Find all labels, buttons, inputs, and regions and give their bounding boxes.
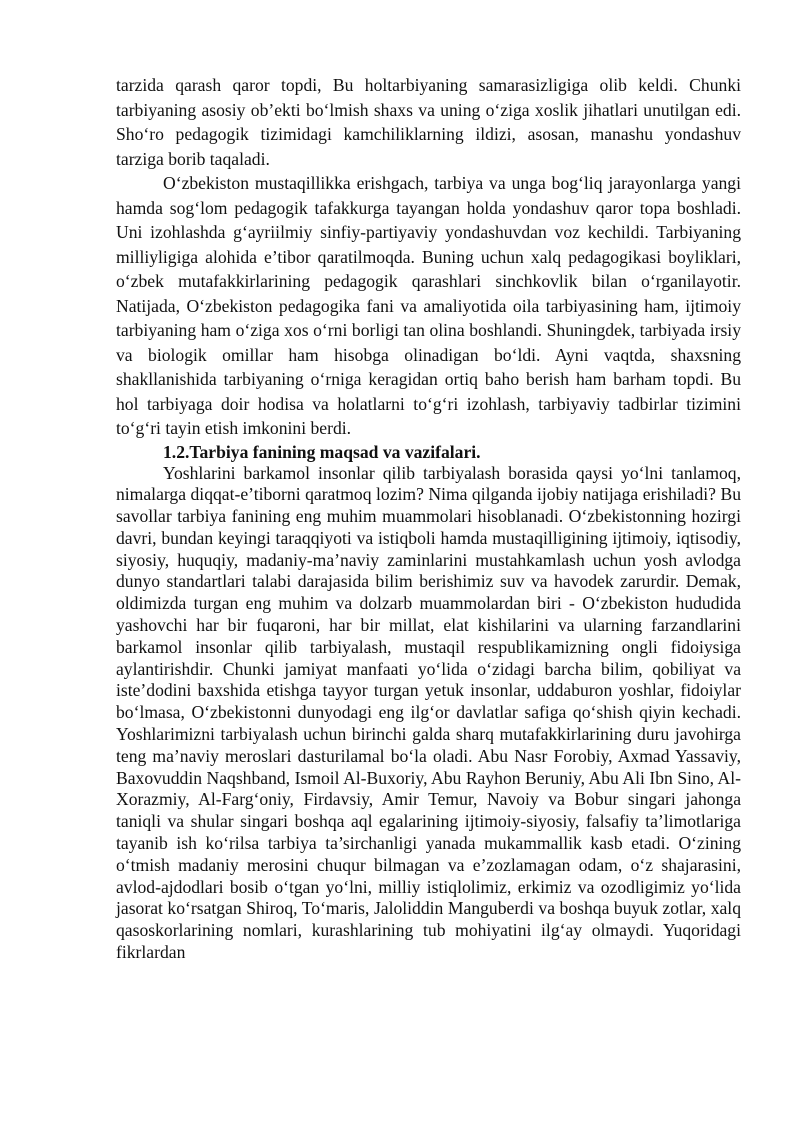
paragraph-independence: O‘zbekiston mustaqillikka erishgach, tarbiya va unga bog‘liq jarayonlarga yangi hamda sog‘lom pedagogik tafakkurga tayangan holda yondashuv qaror topa boshladi. Uni izohlashda g‘ayriilmiy sinfiy-partiyaviy yondashuvdan voz kechildi. Tarbiyaning milliyligiga alohida e’tibor qaratilmoqda. Buning uchun xalq pedagogikasi boyliklari, o‘zbek mutafakkirlarining pedagogik qarashlari sinchkovlik bilan o‘rganilayotir. Natijada, O‘zbekiston pedagogika fani va amaliyotida oila tarbiyasining ham, ijtimoiy tarbiyaning ham o‘ziga xos o‘rni borligi tan olina boshlandi. Shuningdek, tarbiyada irsiy va biologik omillar ham hisobga olinadigan bo‘ldi. Ayni vaqtda, shaxsning shakllanishida tarbiyaning o‘rniga keragidan ortiq baho berish ham barham topdi. Bu hol tarbiyaga doir hodisa va holatlarni to‘g‘ri izohlash, tarbiyaviy tadbirlar tizimini to‘g‘ri tayin etish imkonini berdi. <box>116 173 741 438</box>
section-heading: 1.2.Tarbiya fanining maqsad va vazifalari. <box>163 441 481 462</box>
paragraph-goals: Yoshlarini barkamol insonlar qilib tarbiyalash borasida qaysi yo‘lni tanlamoq, nimalarga diqqat-e’tiborni qaratmoq lozim? Nima qilganda ijobiy natijaga erishiladi? Bu savollar tarbiya fanining eng muhim muammolari hisoblanadi. O‘zbekistonning hozirgi davri, bundan keyingi taraqqiyoti va istiqboli hamda mustaqilligining ijtimoiy, iqtisodiy, siyosiy, huquqiy, madaniy-ma’naviy zaminlarini mustahkamlash uchun yosh avlodga dunyo standartlari talabi darajasida bilim berishimiz suv va havodek zarurdir. Demak, oldimizda turgan eng muhim va dolzarb muammolardan biri - O‘zbekiston hududida yashovchi har bir fuqaroni, har bir millat, elat kishilarini va ularning farzandlarini barkamol insonlar qilib tarbiyalash, mustaqil respublikamizning ongli fidoiysiga aylantirishdir. Chunki jamiyat manfaati yo‘lida o‘zidagi barcha bilim, qobiliyat va iste’dodini baxshida etishga tayyor turgan yetuk insonlar, uddaburon yoshlar, fidoiylar bo‘lmasa, O‘zbekistonni dunyodagi eng ilg‘or davlatlar safiga qo‘shish qiyin kechadi. Yoshlarimizni tarbiyalash uchun birinchi galda sharq mutafakkirlarining duru javohirga teng ma’naviy meroslari dasturilamal bo‘la oladi. Abu Nasr Forobiy, Axmad Yassaviy, Baxovuddin Naqshband, Ismoil Al-Buxoriy, Abu Rayhon Beruniy, Abu Ali Ibn Sino, Al-Xorazmiy, Al-Farg‘oniy, Firdavsiy, Amir Temur, Navoiy va Bobur singari jahonga taniqli va shular singari boshqa aql egalarining ijtimoiy-siyosiy, falsafiy ta’limotlariga tayanib ish ko‘rilsa tarbiya ta’sirchanligi yanada mukammallik kasb etadi. O‘zining o‘tmish madaniy merosini chuqur bilmagan va e’zozlamagan odam, o‘z shajarasini, avlod-ajdodlari bosib o‘tgan yo‘lni, milliy istiqlolimiz, erkimiz va ozodligimiz yo‘lida jasorat ko‘rsatgan Shiroq, To‘maris, Jaloliddin Manguberdi va boshqa buyuk zotlar, xalq qasoskorlarining nomlari, kurashlarining tub mohiyatini ilg‘ay olmaydi. Yuqoridagi fikrlardan <box>116 462 741 963</box>
document-page <box>116 73 741 964</box>
paragraph-intro: tarzida qarash qaror topdi, Bu holtarbiyaning samarasizligiga olib keldi. Chunki tarbiyaning asosiy ob’ekti bo‘lmish shaxs va uning o‘ziga xoslik jihatlari unutilgan edi. Sho‘ro pedagogik tizimidagi kamchiliklarning ildizi, asosan, manashu yondashuv tarziga borib taqaladi. <box>116 75 741 169</box>
